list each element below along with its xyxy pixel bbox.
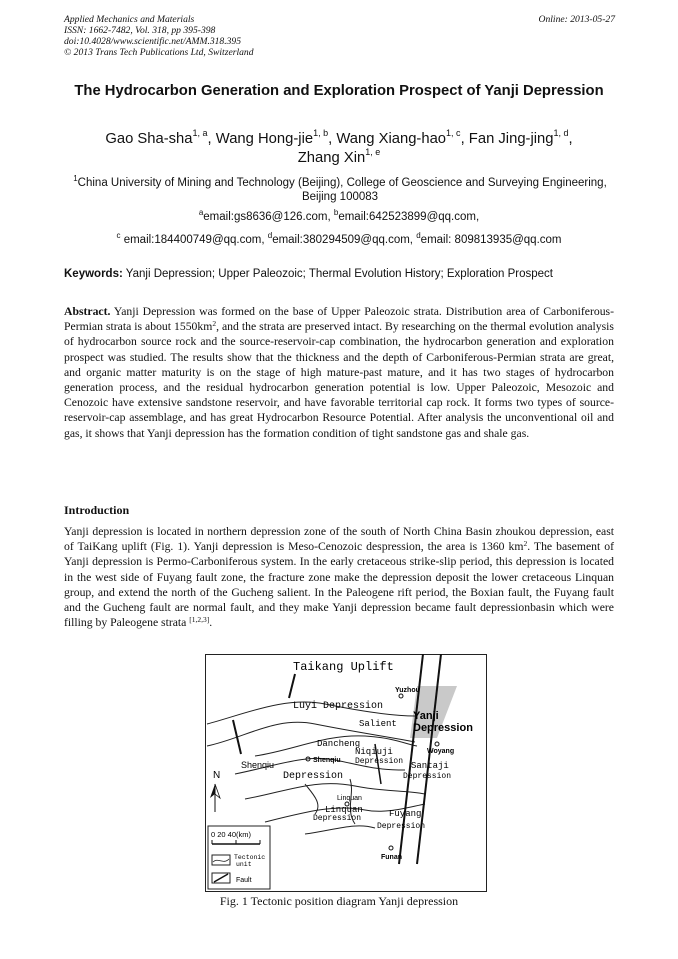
intro-text-3: . (209, 616, 213, 630)
abstract-sup: 2 (212, 319, 217, 329)
label-santaji-1: Santaji (411, 761, 449, 771)
label-shenqiu: Shenqiu (241, 760, 275, 770)
label-yanji-2: Depression (413, 722, 473, 734)
label-niqiuji-2: Depression (355, 757, 404, 766)
intro-sup-1: 2 (523, 539, 528, 549)
author-name: Wang Hong-jie (215, 131, 314, 147)
issn-line: ISSN: 1662-7482, Vol. 318, pp 395-398 (64, 25, 216, 36)
email-line-2: $^c$ email:184400749@qq.com, $^d$email:380294509@qq.com, $^d$email: 809813935@qq.com (116, 231, 562, 246)
email-line-1: $^a$email:gs8636@126.com, $^b$email:642523899@qq.com, (198, 208, 480, 223)
figure-caption: Fig. 1 Tectonic position diagram Yanji depression (219, 894, 459, 908)
affiliation-text: China University of Mining and Technology (Beijing), College of Geoscience and Surveying Engineering, Beijing 100083 (77, 177, 607, 203)
author-sup: 1, e (365, 146, 381, 157)
intro-text-2: . The basement of Yanji depression is Permo-Carboniferous system. In the early cretaceous strike-slip period, this depression is located in the west side of Fuyang fault zone, the fracture zone make the depression deposit the lower cretaceous Linquan group, and extend the north of the Gucheng salient. In the Paleogene rift period, the Boxian fault, the Fuyang fault and the Gucheng fault are normal fault, and they make Yanji depression became fault depressionbasin which were filling by Paleogene strata (64, 540, 614, 630)
label-fuyang-1: Fuyang (389, 809, 422, 819)
paper-title: The Hydrocarbon Generation and Exploration Prospect of Yanji Depression (74, 83, 604, 99)
affiliation-sup: 1 (73, 174, 78, 183)
label-linquan-1: Linquan (325, 805, 363, 815)
author-name: Gao Sha-sha (105, 131, 193, 147)
author-name: Fan Jing-jing (468, 131, 554, 147)
label-dancheng: Dancheng (317, 739, 361, 749)
label-yuzhou: Yuzhou (395, 687, 420, 694)
scale-label: 0 20 40(km) (211, 830, 252, 839)
author-sup: 1, c (446, 128, 461, 138)
affiliation (70, 176, 610, 204)
tectonic-map-figure (205, 654, 487, 892)
label-santaji-2: Depression (403, 772, 452, 781)
copyright-line: © 2013 Trans Tech Publications Ltd, Switzerland (64, 47, 254, 58)
section-heading-introduction: Introduction (64, 503, 130, 517)
author-sup: 1, b (313, 128, 329, 138)
label-salient: Salient (359, 719, 397, 729)
label-luyi: Luyi Depression (293, 701, 384, 712)
introduction-body (64, 524, 614, 630)
legend-fault-label: Fault (236, 877, 252, 884)
tectonic-map (205, 654, 487, 892)
label-funan: Funan (381, 854, 402, 861)
legend-unit-label-2: unit (236, 861, 252, 868)
email-c[interactable]: email:184400749@qq.com, (123, 234, 265, 246)
journal-header (64, 14, 254, 58)
abstract-label: Abstract. (64, 305, 111, 318)
doi-line: doi:10.4028/www.scientific.net/AMM.318.395 (64, 36, 242, 47)
label-yanji-1: Yanji (413, 710, 439, 722)
author-sup: 1, a (192, 128, 208, 138)
label-shenqiu-town: Shenqiu (313, 757, 341, 764)
journal-name: Applied Mechanics and Materials (64, 14, 195, 25)
keywords (64, 268, 624, 280)
online-date: Online: 2013-05-27 (538, 14, 615, 25)
label-niqiuji-1: Niqiuji (355, 747, 393, 757)
keywords-label: Keywords: (64, 268, 123, 280)
label-shenqiu-depression: Depression (283, 771, 344, 782)
label-taikang: Taikang Uplift (293, 660, 394, 674)
author-sup: 1, d (553, 128, 569, 138)
label-linquan-town: Linquan (337, 795, 362, 802)
legend-unit-label-1: Tectonic (234, 854, 266, 861)
label-fuyang-2: Depression (377, 822, 426, 831)
label-woyang: Woyang (427, 748, 455, 755)
email-d2[interactable]: email: 809813935@qq.com (420, 234, 562, 246)
email-d1[interactable]: email:380294509@qq.com, (272, 234, 414, 246)
north-label: N (213, 770, 221, 781)
abstract-text-2: , and the strata are preserved intact. By researching on the thermal evolution analysis of hydrocarbon source rock and the source-reservoir-cap combination, the hydrocarbon generation and exploration prospect was studied. The results show that the thickness and the depth of Carboniferous-Permian strata are great, and organic matter maturity is on the stage of high mature-past mature, and it has two stages of hydrocarbon generation process, and the residual hydrocarbon generation potential is low. Upper Paleozoic, Mesozoic and Cenozoic have extensive sandstone reservoir, and have favorable territorial cap rock. It forms two types of source- reservoir-cap assemblage, and has great Hydrocarbon Resource Potential. After analysis the unconventional oil and gas, it shows that Yanji depression has the formation condition of tight sandstone gas and shale gas. (64, 320, 614, 440)
citation-ref[interactable]: [1,2,3] (189, 615, 210, 625)
author-name: Wang Xiang-hao (336, 131, 447, 147)
author-name: Zhang Xin (297, 149, 366, 166)
author-list: Gao Sha-sha$^{1, a}$, Wang Hong-jie$^{1, b}$, Wang Xiang-hao$^{1, c}$, Fan Jing-jing$^{1, d}$, Zhang Xin$^{1, e}$ (105, 128, 573, 166)
intro-text-1: Yanji depression is located in northern depression zone of the south of North China Basin zhoukou depression, east of TaiKang uplift (Fig. 1). Yanji depression is Meso-Cenozoic despression, the area is 1360 km (64, 525, 614, 554)
email-b[interactable]: email:642523899@qq.com, (338, 211, 480, 223)
email-a[interactable]: email:gs8636@126.com, (203, 211, 331, 223)
abstract (64, 304, 614, 441)
abstract-text-1: Yanji Depression was formed on the base of Upper Paleozoic strata. Distribution area of Carboniferous-Permian strata is about 1550km (64, 305, 614, 334)
label-linquan-2: Depression (313, 814, 362, 823)
keywords-text: Yanji Depression; Upper Paleozoic; Thermal Evolution History; Exploration Prospect (125, 268, 553, 280)
